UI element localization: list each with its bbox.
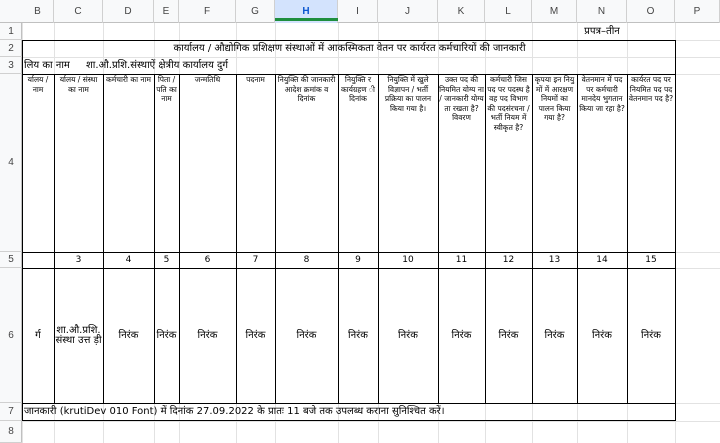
header-cell[interactable]: कृपया इन नियु मों में आरक्षण नियमों का पालन किया गया है? <box>534 75 575 122</box>
nil-value-cell[interactable]: निरंक <box>544 330 565 341</box>
header-cell[interactable]: पदनाम <box>246 75 265 84</box>
column-header-k[interactable]: K <box>438 0 485 23</box>
table-border <box>179 74 180 403</box>
column-header-o[interactable]: O <box>627 0 675 23</box>
office-value-cell[interactable]: र्ग <box>35 330 41 341</box>
selected-column-indicator <box>275 18 338 21</box>
table-border <box>338 74 339 403</box>
office-label[interactable]: लिय का नाम <box>24 60 70 71</box>
row-header-6[interactable]: 6 <box>0 268 22 403</box>
column-header-e[interactable]: E <box>154 0 179 23</box>
table-border <box>22 403 676 404</box>
table-border <box>438 74 439 403</box>
office-name[interactable]: शा.औ.प्रशि.संस्थाऐं क्षेत्रीय कार्यालय दुर्ग <box>86 60 228 71</box>
row-header-5[interactable]: 5 <box>0 252 22 268</box>
grid-hline <box>22 421 720 422</box>
header-cell[interactable]: र्यालय / नाम <box>27 75 49 94</box>
header-cell[interactable]: कार्यरत पद पर नियमित पद पद वेतनमान पद है? <box>628 75 674 103</box>
column-number-cell[interactable]: 13 <box>548 255 561 265</box>
column-header-l[interactable]: L <box>485 0 532 23</box>
column-number-cell[interactable]: 7 <box>252 255 259 265</box>
header-cell[interactable]: कर्मचारी जिस पद पर पदस्थ है वह पद विभाग की पदसंरचना / भर्ती नियम में स्वीकृत है? <box>487 75 530 132</box>
nil-value-cell[interactable]: निरंक <box>592 330 612 341</box>
column-header-j[interactable]: J <box>378 0 438 23</box>
table-border <box>22 40 676 41</box>
table-border <box>154 74 155 403</box>
table-border <box>627 74 628 403</box>
footer-note[interactable]: जानकारी (krutiDev 010 Font) में दिनांक 27.09.2022 के प्रातः 11 बजे तक उपलब्ध कराना सुनिश्चित करें। <box>24 406 445 417</box>
sheet-grid[interactable] <box>22 23 720 443</box>
header-cell[interactable]: र्यालय / संस्था का नाम <box>59 75 98 94</box>
header-cell[interactable]: नियुक्ति की जानकारी आदेश क्रमांक व दिनांक <box>277 75 336 103</box>
column-header-b[interactable]: B <box>22 0 54 23</box>
column-number-cell[interactable]: 14 <box>596 255 608 265</box>
form-label[interactable]: प्रपत्र–तीन <box>584 26 620 37</box>
header-cell[interactable]: कर्मचारी का नाम <box>105 75 152 84</box>
column-header-d[interactable]: D <box>103 0 154 23</box>
table-border <box>675 40 676 420</box>
column-number-cell[interactable]: 8 <box>303 255 310 265</box>
row-header-8[interactable]: 8 <box>0 421 22 443</box>
nil-value-cell[interactable]: निरंक <box>156 330 177 341</box>
nil-value-cell[interactable]: निरंक <box>245 330 266 341</box>
institute-name-cell[interactable]: शा.औ.प्रशि. संस्था उत्त ड़ी <box>55 325 102 346</box>
nil-value-cell[interactable]: निरंक <box>451 330 472 341</box>
row-header-2[interactable]: 2 <box>0 40 22 57</box>
header-cell[interactable]: वेतनमान में पद पर कर्मचारी मानदेय भुगतान किया जा रहा है? <box>579 75 625 113</box>
table-border <box>275 74 276 403</box>
row-header-7[interactable]: 7 <box>0 403 22 421</box>
header-cell[interactable]: उक्त पद की नियमित योग्य ना / जानकारी योग्य ता रखता है? विवरण <box>439 75 484 122</box>
nil-value-cell[interactable]: निरंक <box>348 330 368 341</box>
column-header-h[interactable]: H <box>275 0 338 23</box>
table-border <box>577 74 578 403</box>
column-number-cell[interactable]: 9 <box>355 255 361 265</box>
nil-value-cell[interactable]: निरंक <box>641 330 661 341</box>
header-cell[interactable]: नियुक्ति में खुले विज्ञापन / भर्ती प्रक्रिया का पालन किया गया है। <box>384 75 432 113</box>
table-border <box>22 420 676 421</box>
column-header-p[interactable]: P <box>675 0 720 23</box>
column-number-cell[interactable]: 4 <box>125 255 132 265</box>
column-header-f[interactable]: F <box>179 0 236 23</box>
table-border <box>532 74 533 403</box>
column-header-g[interactable]: G <box>236 0 275 23</box>
row-header-3[interactable]: 3 <box>0 57 22 74</box>
header-cell[interactable]: नियुक्ति र कार्यग्रहण ी दिनांक <box>340 75 376 103</box>
row-header-4[interactable]: 4 <box>0 74 22 252</box>
column-number-cell[interactable]: 3 <box>75 255 82 265</box>
column-number-cell[interactable]: 15 <box>645 255 657 265</box>
column-number-cell[interactable]: 12 <box>502 255 515 265</box>
table-border <box>378 74 379 403</box>
column-header-i[interactable]: I <box>338 0 378 23</box>
sheet-title[interactable]: कार्यालय / औद्योगिक प्रशिक्षण संस्थाओं में आकस्मिकता वेतन पर कार्यरत कर्मचारियों की जानकारी <box>173 43 526 54</box>
column-header-m[interactable]: M <box>532 0 577 23</box>
nil-value-cell[interactable]: निरंक <box>498 330 519 341</box>
nil-value-cell[interactable]: निरंक <box>296 330 317 341</box>
column-header-c[interactable]: C <box>54 0 103 23</box>
table-border <box>22 40 23 420</box>
column-header-n[interactable]: N <box>577 0 627 23</box>
column-number-cell[interactable]: 10 <box>402 255 414 265</box>
column-number-cell[interactable]: 11 <box>455 255 468 265</box>
nil-value-cell[interactable]: निरंक <box>197 330 218 341</box>
table-border <box>54 74 55 403</box>
table-border <box>103 74 104 403</box>
column-header-bar <box>0 0 720 23</box>
table-border <box>236 74 237 403</box>
column-number-cell[interactable]: 5 <box>163 255 170 265</box>
row-header-1[interactable]: 1 <box>0 23 22 40</box>
row-header-bar <box>0 23 22 443</box>
header-cell[interactable]: जन्मतिथि <box>194 75 221 84</box>
nil-value-cell[interactable]: निरंक <box>118 330 139 341</box>
nil-value-cell[interactable]: निरंक <box>398 330 418 341</box>
column-number-cell[interactable]: 6 <box>204 255 211 265</box>
table-border <box>485 74 486 403</box>
header-cell[interactable]: पिता / पति का नाम <box>156 75 177 103</box>
